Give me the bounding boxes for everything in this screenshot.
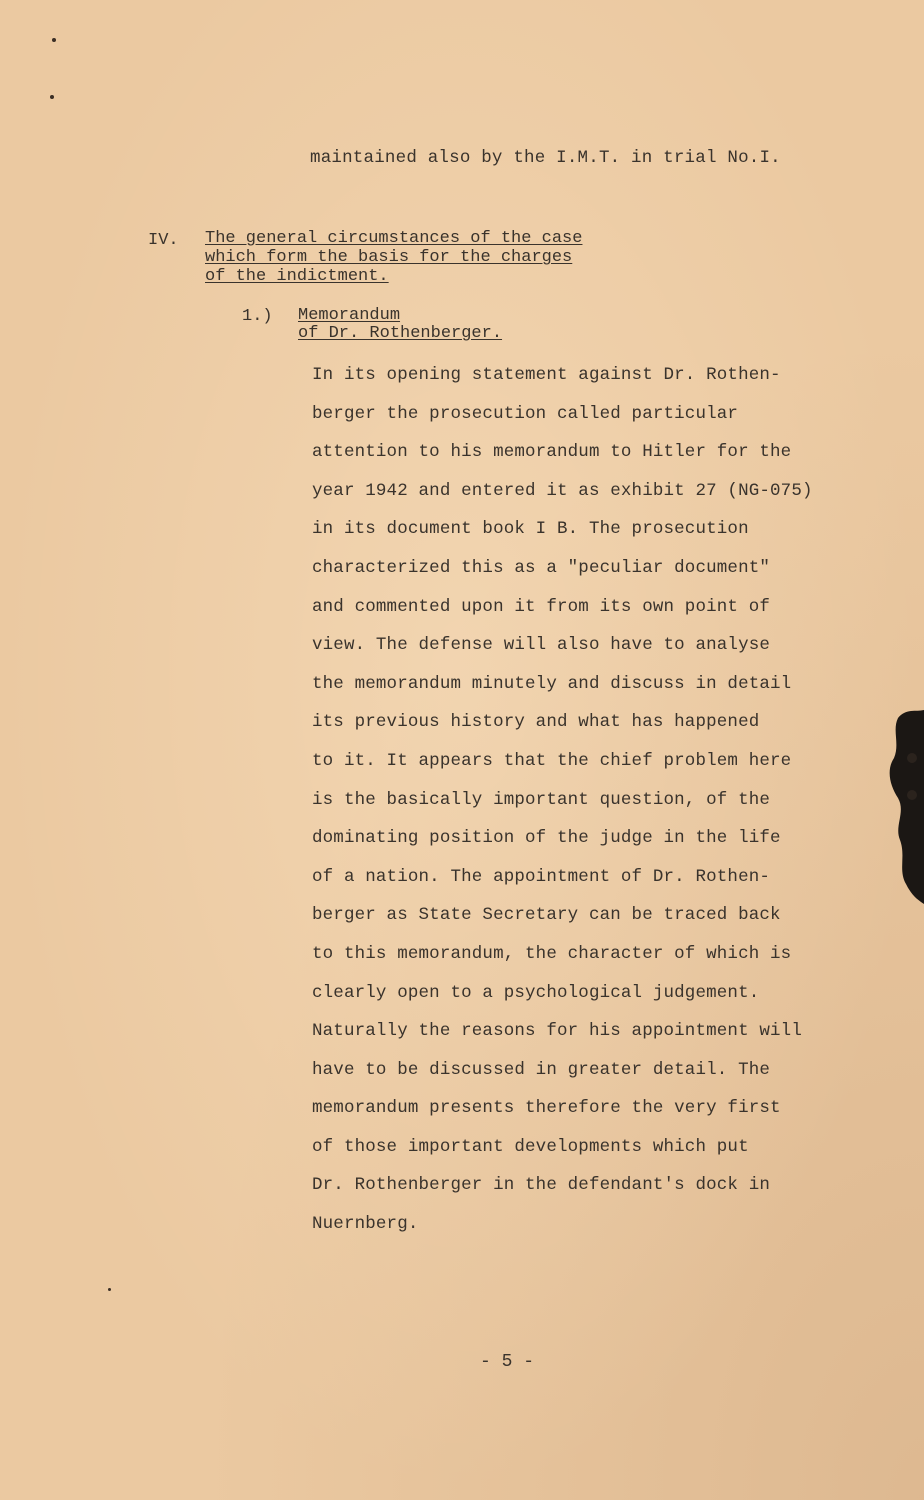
body-line: to it. It appears that the chief problem here [312, 750, 792, 771]
section-numeral: IV. [148, 231, 179, 250]
body-line: view. The defense will also have to analyse [312, 635, 771, 656]
subsection-heading [298, 307, 502, 343]
ink-speck [50, 95, 54, 99]
body-line: in its document book I B. The prosecution [312, 519, 749, 540]
body-line: clearly open to a psychological judgement. [312, 982, 760, 1003]
page-number: - 5 - [480, 1352, 535, 1372]
body-line: dominating position of the judge in the life [312, 828, 781, 849]
body-line: the memorandum minutely and discuss in detail [312, 673, 792, 694]
body-line: Nuernberg. [312, 1214, 419, 1235]
ink-speck [52, 38, 56, 42]
body-line: characterized this as a "peculiar document" [312, 557, 771, 578]
body-line: to this memorandum, the character of which is [312, 943, 792, 964]
body-line: have to be discussed in greater detail. The [312, 1059, 771, 1080]
body-line: In its opening statement against Dr. Rothen- [312, 365, 781, 385]
body-line: memorandum presents therefore the very first [312, 1098, 781, 1119]
section-heading-line: which form the basis for the charges [205, 248, 573, 267]
body-line: year 1942 and entered it as exhibit 27 (NG-075) [312, 480, 813, 501]
body-line: berger as State Secretary can be traced back [312, 905, 781, 926]
body-line: its previous history and what has happened [312, 712, 760, 733]
section-heading-line: of the indictment. [205, 267, 389, 286]
body-line: berger the prosecution called particular [312, 403, 739, 424]
body-line: of a nation. The appointment of Dr. Rothen- [312, 866, 771, 887]
torn-edge-hole [876, 700, 924, 910]
intro-line: maintained also by the I.M.T. in trial No.I. [310, 148, 781, 168]
subsection-heading-line: of Dr. Rothenberger. [298, 324, 503, 343]
body-line: attention to his memorandum to Hitler for the [312, 442, 792, 463]
subsection-heading-line: Memorandum [298, 306, 401, 325]
section-heading-line: The general circumstances of the case [205, 229, 583, 248]
body-line: of those important developments which put [312, 1136, 749, 1157]
body-line: and commented upon it from its own point of [312, 596, 771, 617]
body-line: Dr. Rothenberger in the defendant's dock in [312, 1175, 771, 1196]
section-heading [205, 229, 582, 286]
body-line: is the basically important question, of the [312, 789, 771, 810]
subsection-number: 1.) [242, 307, 273, 326]
body-paragraph [312, 360, 872, 1248]
ink-speck [108, 1288, 111, 1291]
body-line: Naturally the reasons for his appointment will [312, 1021, 802, 1042]
